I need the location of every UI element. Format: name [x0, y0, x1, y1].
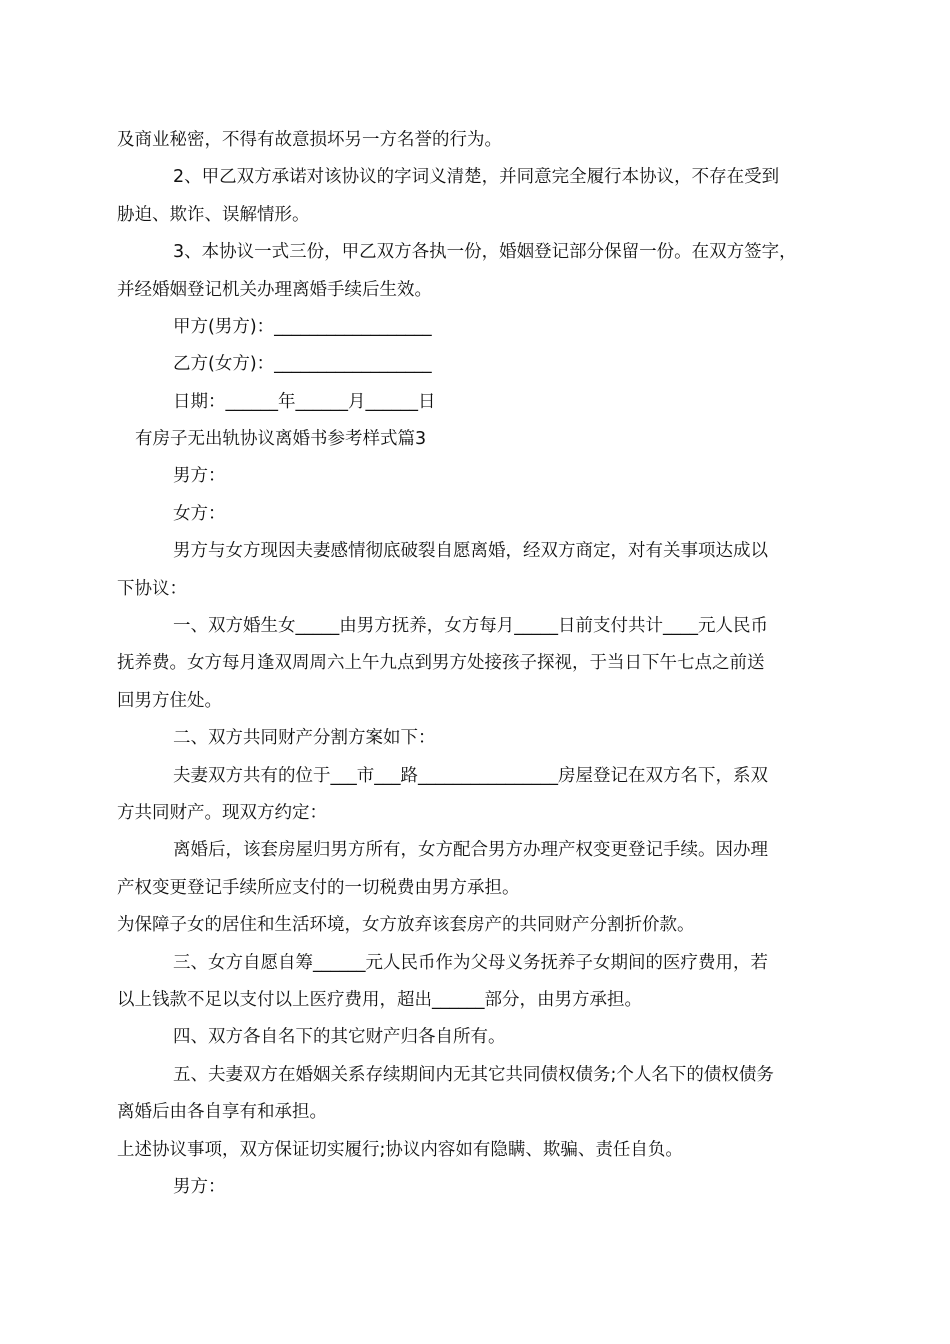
paragraph-line: 及商业秘密，不得有故意损坏另一方名誉的行为。: [117, 130, 502, 150]
male-party-signature-label: 男方：: [173, 1177, 226, 1197]
paragraph-line: 上述协议事项，双方保证切实履行;协议内容如有隐瞒、欺骗、责任自负。: [117, 1140, 683, 1160]
paragraph-line: 抚养费。女方每月逢双周周六上午九点到男方处接孩子探视，于当日下午七点之前送: [117, 653, 765, 673]
party-a-signature-line: 甲方(男方)：__________________: [173, 317, 432, 337]
paragraph-line: 为保障子女的居住和生活环境，女方放弃该套房产的共同财产分割折价款。: [117, 915, 695, 935]
paragraph-line: 一、双方婚生女_____由男方抚养，女方每月_____日前支付共计____元人民币: [173, 616, 768, 636]
party-b-signature-line: 乙方(女方)：__________________: [173, 354, 432, 374]
paragraph-line: 夫妻双方共有的位于___市___路________________房屋登记在双方名下，系双: [173, 766, 768, 786]
paragraph-line: 三、女方自愿自筹______元人民币作为父母义务抚养子女期间的医疗费用，若: [173, 953, 768, 973]
paragraph-line: 3、本协议一式三份，甲乙双方各执一份，婚姻登记部分保留一份。在双方签字，: [173, 242, 797, 262]
section-title: 有房子无出轨协议离婚书参考样式篇3: [135, 429, 427, 449]
paragraph-line: 五、夫妻双方在婚姻关系存续期间内无其它共同债权债务;个人名下的债权债务: [173, 1065, 774, 1085]
paragraph-line: 胁迫、欺诈、误解情形。: [117, 205, 310, 225]
male-party-label: 男方：: [173, 466, 226, 486]
paragraph-line: 产权变更登记手续所应支付的一切税费由男方承担。: [117, 878, 520, 898]
paragraph-line: 四、双方各自名下的其它财产归各自所有。: [173, 1027, 506, 1047]
paragraph-line: 男方与女方现因夫妻感情彻底破裂自愿离婚，经双方商定，对有关事项达成以: [173, 541, 768, 561]
paragraph-line: 回男方住处。: [117, 691, 222, 711]
paragraph-line: 以上钱款不足以支付以上医疗费用，超出______部分，由男方承担。: [117, 990, 642, 1010]
paragraph-line: 2、甲乙双方承诺对该协议的字词义清楚，并同意完全履行本协议，不存在受到: [173, 167, 780, 187]
date-line: 日期：______年______月______日: [173, 392, 436, 412]
female-party-label: 女方：: [173, 504, 226, 524]
paragraph-line: 离婚后，该套房屋归男方所有，女方配合男方办理产权变更登记手续。因办理: [173, 840, 768, 860]
paragraph-line: 方共同财产。现双方约定：: [117, 803, 327, 823]
paragraph-line: 下协议：: [117, 579, 187, 599]
paragraph-line: 离婚后由各自享有和承担。: [117, 1102, 327, 1122]
paragraph-line: 并经婚姻登记机关办理离婚手续后生效。: [117, 280, 432, 300]
paragraph-line: 二、双方共同财产分割方案如下：: [173, 728, 436, 748]
